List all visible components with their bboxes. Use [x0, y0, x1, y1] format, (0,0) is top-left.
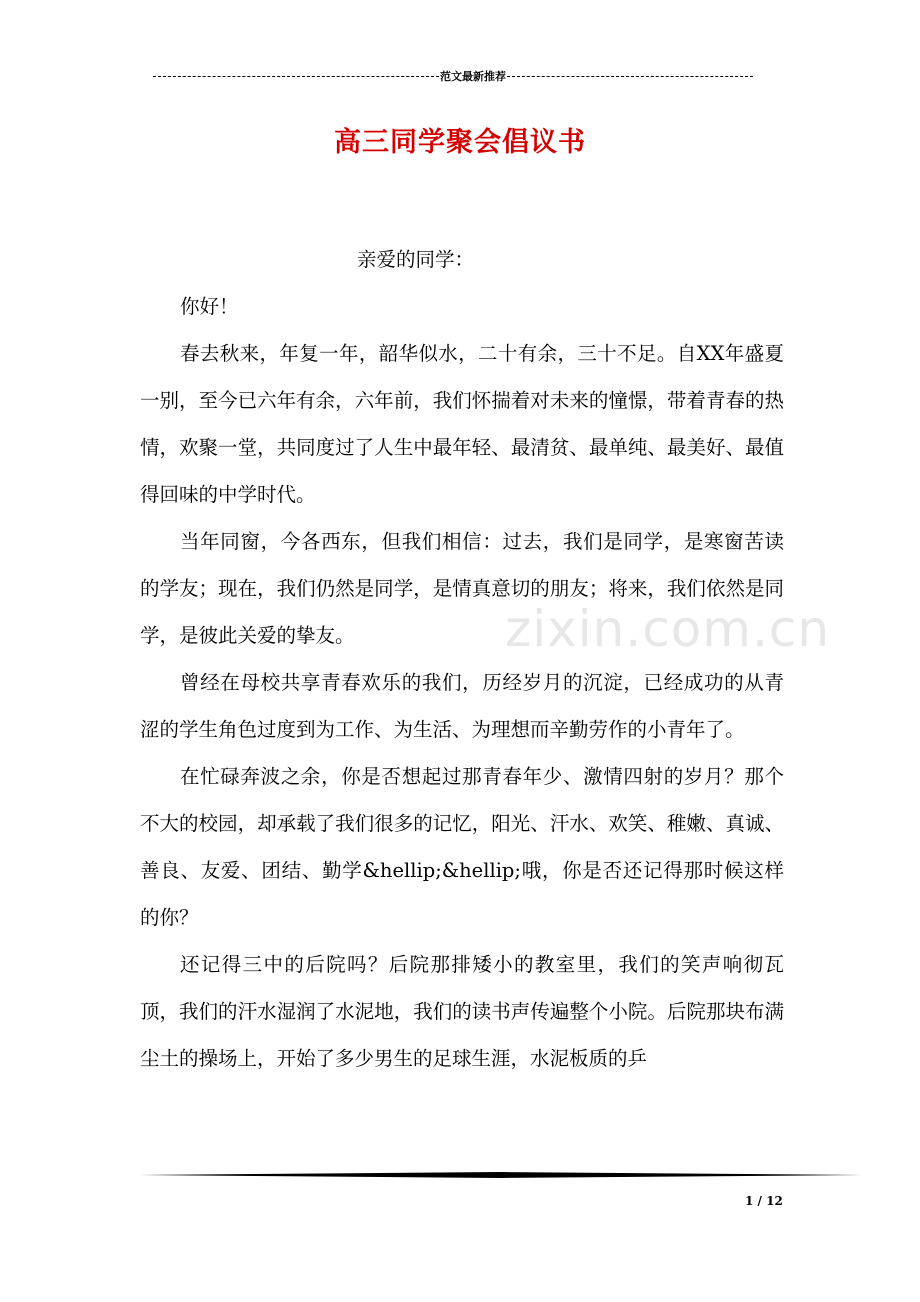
header-dash-left — [153, 76, 439, 77]
body-paragraphs — [140, 330, 784, 1082]
header-dash-right — [507, 76, 753, 77]
salutation: 亲爱的同学： — [357, 248, 475, 271]
paragraph-5: 还记得三中的后院吗？后院那排矮小的教室里，我们的笑声响彻瓦顶，我们的汗水湿润了水泥地，我们的读书声传遍整个小院。后院那块布满尘土的操场上，开始了多少男生的足球生涯，水泥板质的乒 — [140, 953, 784, 1070]
header-label: 范文最新推荐 — [440, 70, 506, 83]
page-header — [138, 68, 768, 84]
greeting: 你好！ — [180, 295, 239, 318]
watermark: zixin.com.cn — [505, 600, 831, 658]
paragraph-3: 曾经在母校共享青春欢乐的我们，历经岁月的沉淀，已经成功的从青涩的学生角色过度到为工作、为生活、为理想而辛勤劳作的小青年了。 — [140, 671, 784, 741]
paragraph-4: 在忙碌奔波之余，你是否想起过那青春年少、激情四射的岁月？那个不大的校园，却承载了我们很多的记忆，阳光、汗水、欢笑、稚嫩、真诚、善良、友爱、团结、勤学&hellip;&hellip;哦，你是否还记得那时候这样的你？ — [140, 765, 784, 929]
paragraph-1: 春去秋来，年复一年，韶华似水，二十有余，三十不足。自XX年盛夏一别，至今已六年有余，六年前，我们怀揣着对未来的憧憬，带着青春的热情，欢聚一堂，共同度过了人生中最年轻、最清贫、最单纯、最美好、最值得回味的中学时代。 — [140, 342, 784, 506]
paragraph-2: 当年同窗，今各西东，但我们相信：过去，我们是同学，是寒窗苦读的学友；现在，我们仍然是同学，是情真意切的朋友；将来，我们依然是同学，是彼此关爱的挚友。 — [140, 530, 784, 647]
footer-rule — [140, 1172, 862, 1178]
document-title: 高三同学聚会倡议书 — [334, 127, 586, 158]
footer-rule-shape — [140, 1172, 862, 1178]
page-number: 1 / 12 — [745, 1194, 783, 1208]
